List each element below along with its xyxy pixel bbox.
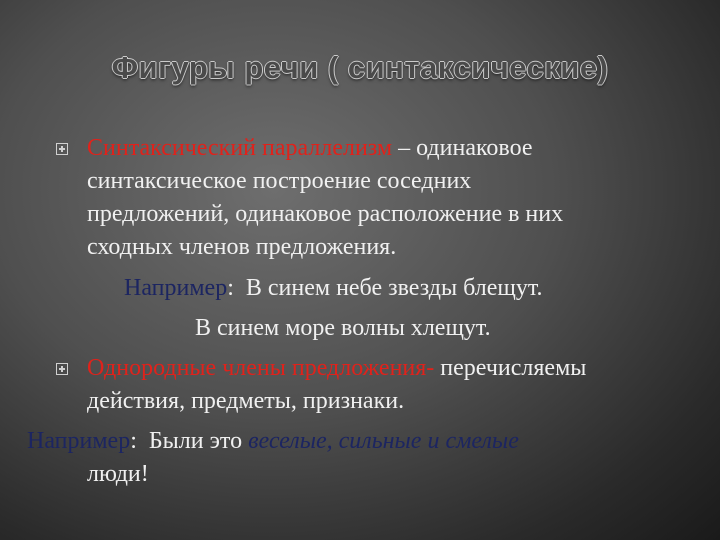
bullet1-line3: предложений, одинаковое расположение в них <box>87 201 564 227</box>
bullet1-line1-rest: – одинаковое <box>392 135 533 161</box>
slide-title: Фигуры речи ( синтаксические) <box>111 50 609 85</box>
bullet2-line2: действия, предметы, признаки. <box>87 388 405 414</box>
example2-italic: веселые, сильные и смелые <box>248 428 519 454</box>
example2-text-before: Были это <box>136 428 249 454</box>
bullet2-line1-rest: перечисляемы <box>434 355 587 381</box>
example1-line2: В синем море волны хлещут. <box>195 315 491 341</box>
example1-line1 <box>124 272 543 305</box>
bullet1-line1 <box>87 132 533 165</box>
example2-line2: люди! <box>87 461 149 487</box>
bullet2-term: Однородные члены предложения- <box>87 355 435 381</box>
example2-line1 <box>27 425 519 458</box>
bullet1-term: Синтаксический параллелизм <box>87 135 393 161</box>
example2-label: Например <box>27 428 131 454</box>
box-bullet-icon <box>56 143 68 155</box>
example1-label: Например <box>124 275 228 301</box>
example2-colon: : <box>130 428 137 454</box>
box-bullet-icon <box>56 363 68 375</box>
bullet1-line2: синтаксическое построение соседних <box>87 168 472 194</box>
bullet2-line1 <box>87 352 586 385</box>
example1-colon: : <box>227 275 234 301</box>
example1-text1: В синем небе звезды блещут. <box>233 275 543 301</box>
bullet1-line4: сходных членов предложения. <box>87 234 397 260</box>
